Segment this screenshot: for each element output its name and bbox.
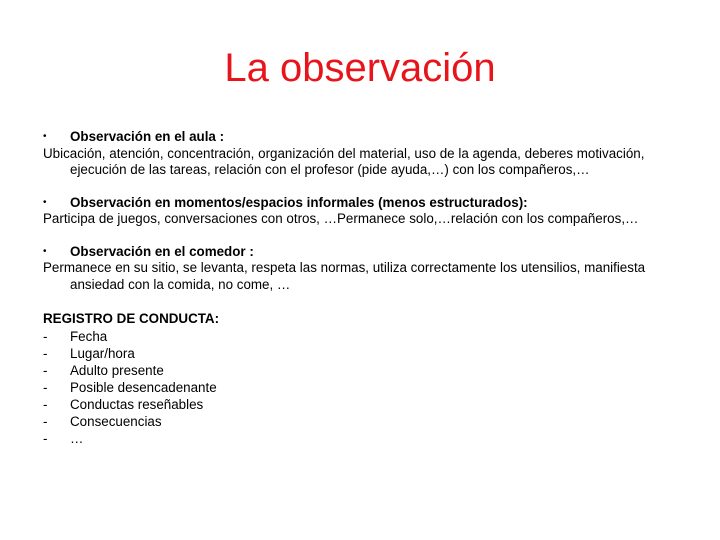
- section-heading-text: Observación en el comedor :: [70, 243, 254, 259]
- list-item: [43, 379, 683, 396]
- section-comedor: [43, 244, 683, 294]
- bullet-icon: •: [43, 131, 47, 142]
- section-heading: [43, 195, 683, 212]
- list-item-label: Adulto presente: [70, 362, 164, 378]
- list-item: [43, 413, 683, 430]
- list-item-label: Conductas reseñables: [70, 396, 204, 412]
- registro-de-conducta: [43, 311, 683, 447]
- dash-bullet: -: [43, 430, 48, 446]
- section-aula: [43, 129, 683, 179]
- bullet-icon: •: [43, 196, 47, 208]
- list-item: [43, 430, 683, 447]
- list-item: [43, 345, 683, 362]
- section-heading-text: Observación en el aula :: [70, 129, 225, 144]
- registro-title: REGISTRO DE CONDUCTA:: [43, 311, 220, 326]
- section-heading-text: Observación en momentos/espacios informales (menos estructurados):: [70, 194, 528, 210]
- list-item: [43, 396, 683, 413]
- dash-bullet: -: [43, 362, 48, 378]
- dash-bullet: -: [43, 345, 48, 361]
- section-heading: [43, 129, 683, 146]
- list-item-label: Lugar/hora: [70, 345, 135, 361]
- list-item-label: …: [70, 430, 84, 446]
- dash-bullet: -: [43, 413, 48, 429]
- list-item: [43, 362, 683, 379]
- section-text: Participa de juegos, conversaciones con otros, …Permanece solo,…relación con los compañeros,…: [43, 211, 639, 226]
- list-item-label: Fecha: [70, 328, 108, 344]
- list-item-label: Consecuencias: [70, 413, 162, 429]
- list-item: [43, 328, 683, 345]
- list-item-label: Posible desencadenante: [70, 379, 217, 395]
- section-text: Permanece en su sitio, se levanta, respeta las normas, utiliza correctamente los utensilios, manifiesta ansiedad con la comida, no come, …: [43, 260, 646, 292]
- dash-bullet: -: [43, 379, 48, 395]
- bullet-icon: •: [43, 245, 47, 257]
- dash-bullet: -: [43, 328, 48, 344]
- section-informales: [43, 195, 683, 228]
- section-text: Ubicación, atención, concentración, organización del material, uso de la agenda, deberes motivación, ejecución de las tareas, relación con el profesor (pide ayuda,…) con los compañeros,…: [43, 145, 645, 177]
- slide-title: La observación: [224, 46, 496, 90]
- section-heading: [43, 244, 683, 261]
- dash-bullet: -: [43, 396, 48, 412]
- slide-body: [43, 129, 683, 447]
- registro-list: [43, 328, 683, 447]
